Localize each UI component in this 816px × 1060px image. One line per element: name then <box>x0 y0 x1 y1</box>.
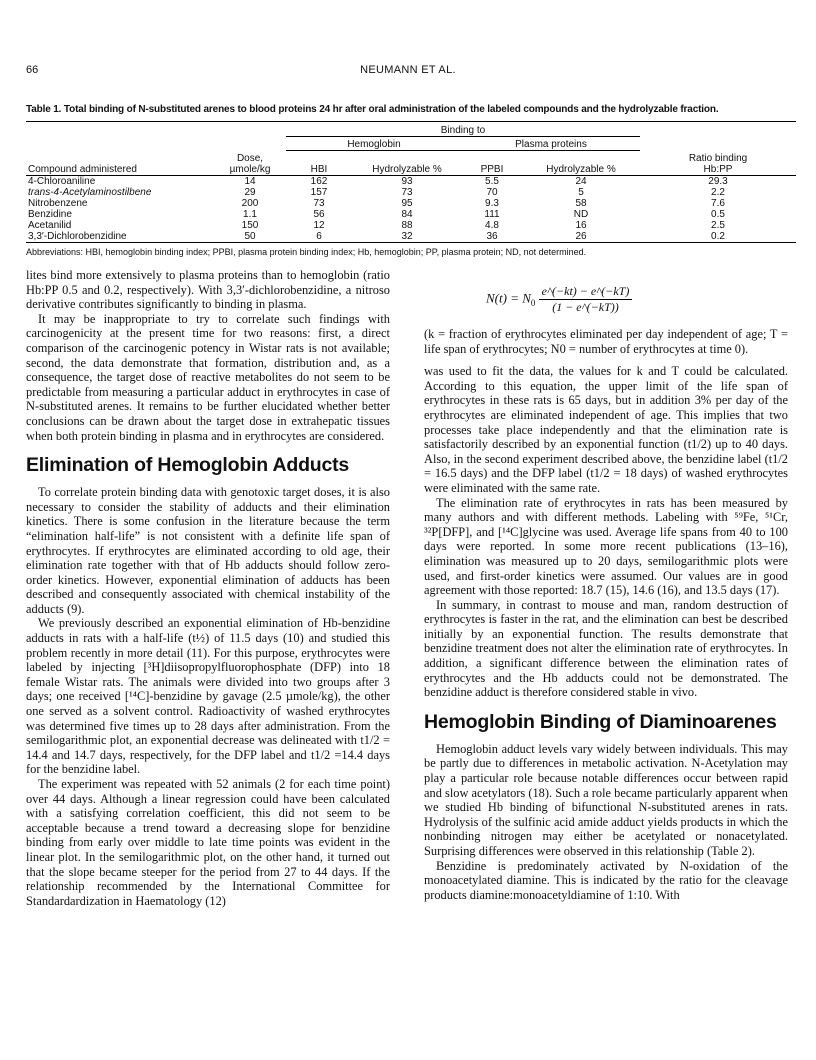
table-header-row-3 <box>26 151 796 164</box>
hbi-cell: 56 <box>313 208 325 220</box>
pp-hydrolyzable-cell: 26 <box>522 231 640 243</box>
compound-cell: Acetanilid <box>28 219 72 231</box>
ppbi-cell: 70 <box>486 186 498 198</box>
compound-header: Compound administered <box>26 164 214 176</box>
hb-hydrolyzable-cell: 84 <box>401 208 413 220</box>
ppbi-cell: 36 <box>462 231 522 243</box>
paragraph: It may be inappropriate to try to correlate such findings with carcinogenicity at the present time for two reasons: first, a direct comparison of the carcinogenic potency in Wistar rats is not available; second, the data demonstrate that formation, distribution and, as a consequence, the target dose of reactive metabolites do not seem to be predictable from measuring a particular adduct in erythrocytes in case of N-substituted arenes. It remains to be further elucidated whether better conclusions can be drawn about the target dose in extrahepatic tissues when both protein binding in plasma and in erythrocytes are considered. <box>26 311 390 443</box>
dose-cell: 29 <box>244 186 256 198</box>
hb-hydrolyzable-cell: 73 <box>401 186 413 198</box>
equation-subscript: 0 <box>530 298 536 309</box>
equation-lhs: N(t) = N <box>486 290 531 306</box>
table-row <box>26 209 796 220</box>
hbi-cell: 162 <box>310 175 328 187</box>
hemoglobin-header: Hemoglobin <box>286 137 462 151</box>
binding-table <box>26 121 796 243</box>
hb-hydrolyzable-header: Hydrolyzable % <box>352 164 462 176</box>
ratio-cell: 0.2 <box>640 231 796 243</box>
pp-hydrolyzable-cell: 5 <box>578 186 584 198</box>
pp-hydrolyzable-cell: 58 <box>575 197 587 209</box>
life-span-equation <box>486 284 632 315</box>
dose-unit-header: µmole/kg <box>214 164 286 176</box>
table-row <box>26 231 796 243</box>
hb-hydrolyzable-cell: 88 <box>401 219 413 231</box>
section-heading-diaminoarenes: Hemoglobin Binding of Diaminoarenes <box>424 710 777 733</box>
section-heading-elimination: Elimination of Hemoglobin Adducts <box>26 454 350 477</box>
table-caption: Table 1. Total binding of N-substituted arenes to blood proteins 24 hr after oral administration of the labeled compounds and the hydrolyzable fraction. <box>26 104 719 115</box>
paragraph: Hemoglobin adduct levels vary widely between individuals. This may be partly due to differences in metabolic activation. N-Acetylation may play a particular role because notable differences occur between rapid and slow acetylators (18). Such a role became particularly apparent when we studied Hb binding of bifunctional N-substituted arenes in rats. Hydrolysis of the sulfinic acid amide adduct yields products in which the nonbinding nitrogen may either be acetylated or nonacetylated. Surprising differences were observed in this relationship (Table 2). <box>424 741 788 858</box>
ppbi-cell: 4.8 <box>485 219 499 231</box>
left-column <box>26 268 390 908</box>
pp-hydrolyzable-header: Hydrolyzable % <box>522 164 640 176</box>
ratio-header: Ratio binding <box>688 152 748 164</box>
ppbi-header: PPBI <box>462 164 522 176</box>
compound-cell: Nitrobenzene <box>28 197 88 209</box>
table-abbreviations: Abbreviations: HBI, hemoglobin binding index; PPBI, plasma protein binding index; Hb, hemoglobin; PP, plasma protein; ND, not determined. <box>26 247 587 257</box>
equation-numerator: e^(−kt) − e^(−kT) <box>539 284 633 300</box>
compound-cell <box>26 187 214 198</box>
page-number: 66 <box>26 64 39 76</box>
paragraph: Benzidine is predominately activated by N-oxidation of the monoacetylated diamine. This is indicated by the ratio for the cleavage products diamine:monoacetyldiamine of 1:10. With <box>424 858 788 902</box>
paragraph: The elimination rate of erythrocytes in rats has been measured by many authors and with different methods. Labeling with ⁵⁹Fe, ⁵¹Cr, ³²P[DFP], and [¹⁴C]glycine was used. Average life spans from 40 to 100 days were reported. In some more recent publications (13–16), elimination was measured up to 20 days, semilogarithmic plots were used, and first-order kinetics were assumed. Our values are in good agreement with those reported: 18.7 (15), 14.6 (16), and 13.5 days (17). <box>424 495 788 598</box>
table-row <box>26 187 796 198</box>
paragraph: We previously described an exponential elimination of Hb-benzidine adducts in rats with a half-life (t½) of 11.5 days (10) and studied this problem recently in more detail (11). For this purpose, erythrocytes were labeled by injecting [³H]diisopropylfluorophosphate (DFP) into 18 female Wistar rats. The animals were divided into two groups after 3 days; one received [¹⁴C]-benzidine by gavage (2.5 µmole/kg), the other one served as a solvent control. Radioactivity of washed erythrocytes was determined five times up to 28 days after administration. From the semilogarithmic plot, an exponential decrease was delineated with t1/2 = 14.4 and 14.7 days, respectively, for the DFP label and t1/2 =14.4 days for the benzidine label. <box>26 616 390 777</box>
hb-hydrolyzable-cell: 32 <box>352 231 462 243</box>
plasma-proteins-header: Plasma proteins <box>462 137 640 151</box>
equation-fraction <box>539 284 633 315</box>
table-header-row-1 <box>26 122 796 137</box>
pp-hydrolyzable-cell: 24 <box>575 175 587 187</box>
hbi-cell: 6 <box>286 231 352 243</box>
hbi-cell: 157 <box>310 186 328 198</box>
right-column <box>424 327 788 902</box>
ppbi-cell: 9.3 <box>485 197 499 209</box>
hb-hydrolyzable-cell: 93 <box>401 175 413 187</box>
equation-denominator: (1 − e^(−kT)) <box>552 300 619 314</box>
binding-to-header: Binding to <box>286 122 640 137</box>
ratio-cell: 7.6 <box>711 197 725 209</box>
page-header <box>0 64 816 80</box>
dose-cell: 150 <box>241 219 259 231</box>
compound-cell: 4-Chloroaniline <box>28 175 96 187</box>
dose-cell: 50 <box>214 231 286 243</box>
compound-name: trans-4-Acetylaminostilbene <box>28 186 152 198</box>
hbi-cell: 12 <box>313 219 325 231</box>
paragraph: To correlate protein binding data with genotoxic target doses, it is also necessary to consider the stability of adducts and their elimination kinetics. There is some confusion in the literature because the term “elimination half-life” is not consistent with a definite life span of erythrocytes. If erythrocytes are eliminated according to old age, their elimination rate together with that of Hb adducts should follow zero-order kinetics. However, exponential elimination of adducts has been described and consequently associated with chemical instability of the adducts (9). <box>26 485 390 616</box>
hbi-header: HBI <box>286 164 352 176</box>
ratio-cell: 2.5 <box>711 219 725 231</box>
hbi-cell: 73 <box>313 197 325 209</box>
table-header-row-2 <box>26 137 796 151</box>
table-header-row-4 <box>26 164 796 176</box>
table-row <box>26 198 796 209</box>
ratio-cell: 0.5 <box>711 208 725 220</box>
paragraph: In summary, in contrast to mouse and man, random destruction of erythrocytes is faster in the rat, and the elimination can best be described initially by an exponential function. The results demonstrate that benzidine treatment does not alter the elimination rate of erythrocytes. In addition, a significant difference between the elimination rates of erythrocytes and the Hb adducts could not be demonstrated. The benzidine adduct is therefore considered stable in vivo. <box>424 597 788 700</box>
table-row <box>26 175 796 187</box>
paragraph: lites bind more extensively to plasma proteins than to hemoglobin (ratio Hb:PP 0.5 and 0.2, respectively). With 3,3′-dichlorobenzidine, a nitroso derivative contributes significantly to binding in plasma. <box>26 268 390 312</box>
paragraph: (k = fraction of erythrocytes eliminated per day independent of age; T = life span of erythrocytes; N0 = number of erythrocytes at time 0). <box>424 327 788 356</box>
paragraph: was used to fit the data, the values for k and T could be calculated. According to this equation, the upper limit of the life span of erythrocytes in these rats is 65 days, but in addition 3% per day of the erythrocytes are eliminated independent of age. This implies that two processes take place independently and that the elimination rate is satisfactorily described by an exponential function (t1/2) up to 40 days. Also, in the second experiment described above, the benzidine label (t1/2 = 16.5 days) and the DFP label (t1/2 = 18 days) of washed erythrocytes were eliminated with the same rate. <box>424 364 788 495</box>
running-head: NEUMANN ET AL. <box>360 64 456 76</box>
ratio-unit-header: Hb:PP <box>640 164 796 176</box>
ppbi-cell: 111 <box>484 208 500 220</box>
dose-header: Dose, <box>236 152 264 164</box>
ppbi-cell: 5.5 <box>485 175 499 187</box>
hb-hydrolyzable-cell: 95 <box>401 197 413 209</box>
pp-hydrolyzable-cell: 16 <box>575 219 587 231</box>
ratio-cell: 2.2 <box>711 186 725 198</box>
compound-cell: 3,3′-Dichlorobenzidine <box>26 231 214 243</box>
dose-cell: 1.1 <box>243 208 257 220</box>
compound-cell: Benzidine <box>28 208 72 220</box>
table-row <box>26 220 796 231</box>
dose-cell: 200 <box>241 197 259 209</box>
dose-cell: 14 <box>244 175 256 187</box>
ratio-cell: 29.3 <box>708 175 728 187</box>
paragraph: The experiment was repeated with 52 animals (2 for each time point) over 44 days. Although a linear regression could have been calculated with a satisfying correlation coefficient, this did not seem to be acceptable because a trend toward a decreasing slope for benzidine binding from early over middle to late time points was evident in the linear plot. In the semilogarithmic plot, on the other hand, it turned out that the slope became steeper for the period from 27 to 44 days. If the relationship recommended by the International Committee for Standardardization in Haematology (12) <box>26 777 390 908</box>
pp-hydrolyzable-cell: ND <box>573 208 589 220</box>
